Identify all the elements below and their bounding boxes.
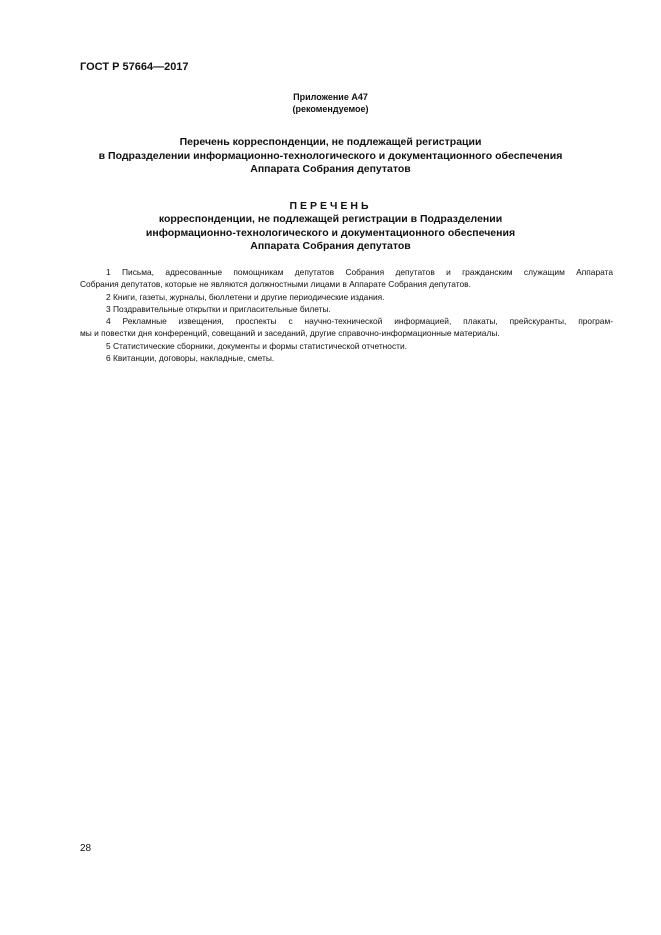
list-title-line: информационно-технологического и документационного обеспечения [145,226,516,239]
list-item-line: Собрания депутатов, которые не являются должностными лицами в Аппарате Собрания депутатов. [80,279,471,290]
list-item [80,315,613,340]
title-line: в Подразделении информационно-технологического и документационного обеспечения [98,149,563,162]
list-item-line: 6 Квитанции, договоры, накладные, сметы. [106,353,275,364]
list-item-line: мы и повестки дня конференций, совещаний и заседаний, другие справочно-информационные материалы. [80,328,500,339]
list-title-line: Аппарата Собрания депутатов [250,239,411,252]
list-heading: ПЕРЕЧЕНЬ [289,200,372,212]
appendix-status: (рекомендуемое) [292,104,369,114]
list-item [80,266,613,291]
title-line: Перечень корреспонденции, не подлежащей регистрации [179,136,482,148]
list-item-line: 2 Книги, газеты, журналы, бюллетени и другие периодические издания. [106,291,385,302]
list-title [0,200,661,253]
list-item-line: 1 Письма, адресованные помощникам депутатов Собрания депутатов и гражданским служащим Аппарата [106,267,613,277]
page-number: 28 [80,843,92,854]
list-item-line: 4 Рекламные извещения, проспекты с научно-технической информацией, плакаты, прейскуранты, програм- [106,316,613,327]
list-item [80,340,613,352]
list-item [80,291,613,303]
title-line: Аппарата Собрания депутатов [250,163,411,175]
standard-header: ГОСТ Р 57664—2017 [80,61,189,73]
list-item-line: 3 Поздравительные открытки и пригласительные билеты. [106,303,331,314]
list-item [80,352,613,364]
list-item-line: 5 Статистические сборники, документы и формы статистической отчетности. [106,340,407,351]
list-title-line: корреспонденции, не подлежащей регистрации в Подразделении [158,213,503,226]
list-items [80,266,613,364]
appendix-label: Приложение А47 [293,92,368,102]
appendix-title [0,136,661,177]
appendix-heading [0,91,661,115]
list-item [80,303,613,315]
